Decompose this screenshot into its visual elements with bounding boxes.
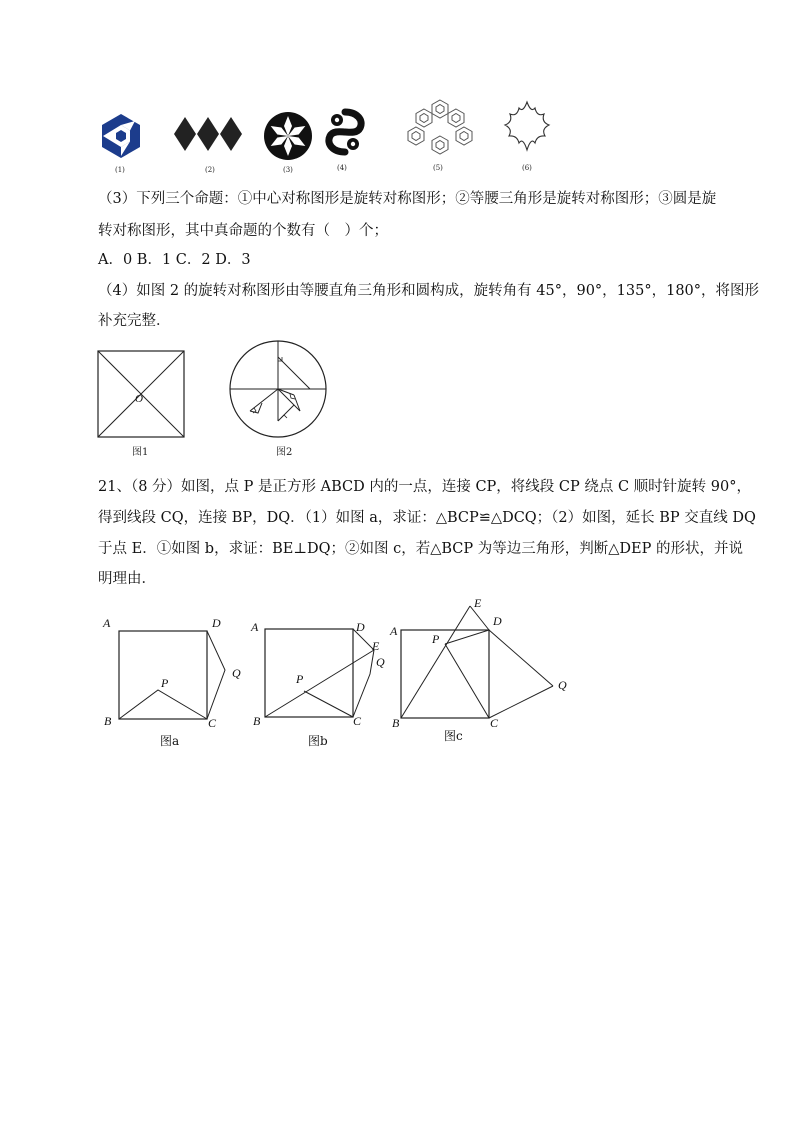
caption-3: (3) (283, 166, 293, 174)
fig-c-label-e: E (474, 596, 482, 610)
hexagon-ring-icon (404, 96, 476, 158)
caption-6: (6) (522, 164, 532, 172)
three-diamonds-icon (174, 117, 242, 151)
figure-b (264, 628, 384, 720)
fig-a-caption: 图a (160, 734, 180, 748)
caption-4: (4) (337, 164, 347, 172)
fig-b-label-e: E (372, 639, 380, 653)
fig-a-label-q: Q (232, 666, 241, 680)
fig-c-label-b: B (392, 716, 400, 730)
q21-line-1: 21、（8 分）如图，点 P 是正方形 ABCD 内的一点，连接 CP，将线段 CP 绕点 C 顺时针旋转 90°， (98, 479, 751, 495)
six-rhombus-flower-icon (263, 111, 313, 161)
fig-b-caption: 图b (308, 734, 328, 748)
fig-c-label-a: A (390, 624, 398, 638)
figure-2-circle (228, 339, 328, 439)
fig-a-label-b: B (104, 714, 112, 728)
caption-1: (1) (115, 166, 125, 174)
center-label-o: O (135, 393, 143, 405)
caption-5: (5) (433, 164, 443, 172)
fig-c-label-q: Q (558, 678, 567, 692)
fig-a-label-a: A (103, 616, 111, 630)
q21-line-3: 于点 E．①如图 b，求证：BE⊥DQ；②如图 c，若△BCP 为等边三角形，判断△DEP 的形状，并说 (98, 541, 743, 557)
q21-line-2: 得到线段 CQ，连接 BP，DQ．（1）如图 a，求证：△BCP≌△DCQ；（2）如图，延长 BP 交直线 DQ (98, 510, 756, 526)
fig1-caption: 图1 (132, 447, 149, 458)
fig-b-label-q: Q (376, 655, 385, 669)
q21-line-4: 明理由． (98, 571, 156, 587)
fig-b-label-d: D (356, 620, 365, 634)
fig-c-label-c: C (490, 716, 499, 730)
eight-point-star-icon (502, 100, 552, 152)
q4-line-1: （4）如图 2 的旋转对称图形由等腰直角三角形和圆构成，旋转角有 45°，90°，135°，180°，将图形 (98, 283, 760, 299)
fig-c-label-p: P (432, 632, 440, 646)
fig-c-caption: 图c (444, 729, 463, 743)
q3-line-1: （3）下列三个命题：①中心对称图形是旋转对称图形；②等腰三角形是旋转对称图形；③圆是旋 (98, 191, 717, 207)
q4-line-2: 补充完整． (98, 313, 171, 329)
fig2-caption: 图2 (276, 447, 293, 458)
fig-a-label-c: C (208, 716, 217, 730)
fig-a-label-p: P (161, 676, 169, 690)
fig-c-label-d: D (493, 614, 502, 628)
fig-b-label-c: C (353, 714, 362, 728)
figure-c (400, 604, 560, 720)
fig-b-label-a: A (251, 620, 259, 634)
s-curl-emblem-icon (322, 108, 368, 156)
figure-a (118, 630, 238, 722)
hexagon-swirl-logo-icon (97, 112, 145, 160)
fig-b-label-p: P (296, 672, 304, 686)
fig-b-label-b: B (253, 714, 261, 728)
q3-options: A．0 B．1 C．2 D．3 (98, 252, 251, 268)
caption-2: (2) (205, 166, 215, 174)
q3-line-2: 转对称图形，其中真命题的个数有（ ）个； (98, 223, 388, 239)
fig-a-label-d: D (212, 616, 221, 630)
